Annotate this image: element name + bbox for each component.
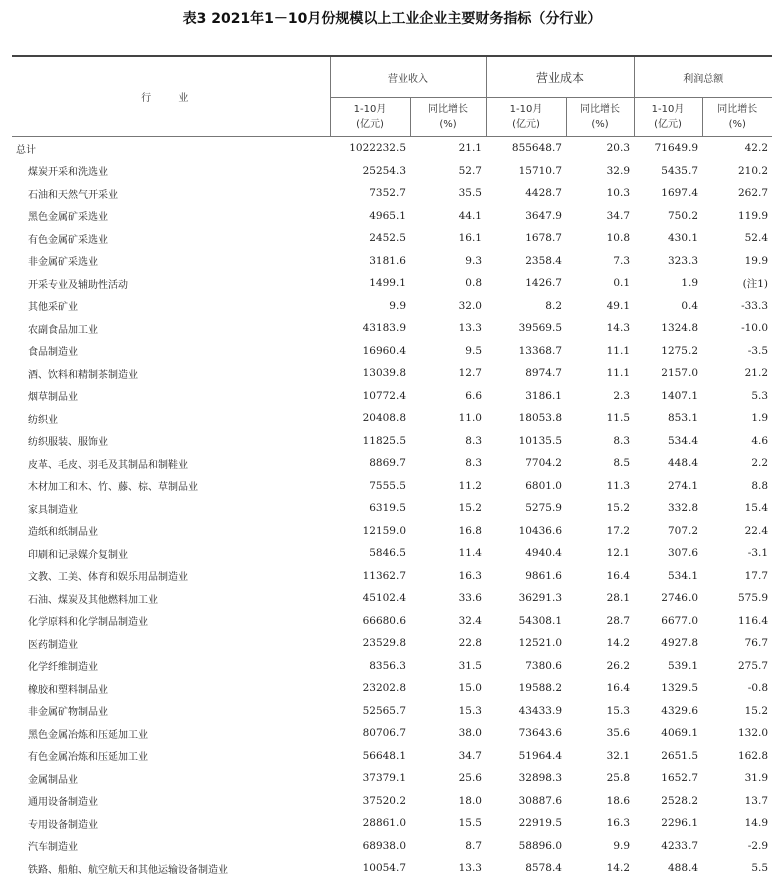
profit-growth: 42.2 <box>744 142 769 155</box>
industry-name: 造纸和纸制品业 <box>28 527 98 539</box>
revenue-value: 5846.5 <box>369 547 406 560</box>
revenue-value: 80706.7 <box>362 727 406 740</box>
revenue-growth: 8.7 <box>465 839 482 852</box>
profit-growth: 210.2 <box>737 164 769 177</box>
revenue-growth: 11.0 <box>458 412 482 425</box>
profit-growth: 52.4 <box>744 232 769 245</box>
profit-value: 1407.1 <box>661 389 699 402</box>
cost-value: 10135.5 <box>518 434 562 447</box>
revenue-growth: 12.7 <box>458 367 482 380</box>
table-row <box>12 272 772 295</box>
profit-value: 332.8 <box>667 502 699 515</box>
profit-growth: 8.8 <box>751 479 769 492</box>
profit-value: 4927.8 <box>661 637 699 650</box>
cost-growth: 9.9 <box>613 839 631 852</box>
table-row <box>12 137 772 160</box>
profit-growth: -3.5 <box>747 344 769 357</box>
revenue-growth: 15.2 <box>458 502 482 515</box>
cost-value: 39569.5 <box>518 322 562 335</box>
industry-name: 文教、工美、体育和娱乐用品制造业 <box>28 572 188 584</box>
profit-value: 853.1 <box>667 412 699 425</box>
profit-value: 2651.5 <box>661 749 699 762</box>
profit-growth: 275.7 <box>737 659 769 672</box>
cost-growth: 32.9 <box>606 164 631 177</box>
revenue-growth: 11.2 <box>458 479 482 492</box>
profit-value: 323.3 <box>667 254 699 267</box>
profit-growth: 262.7 <box>737 187 769 200</box>
industry-name: 石油和天然气开采业 <box>28 189 118 201</box>
profit-growth: 162.8 <box>737 749 769 762</box>
industry-name: 有色金属冶炼和压延加工业 <box>28 752 148 764</box>
profit-value: 4233.7 <box>661 839 699 852</box>
revenue-value: 43183.9 <box>362 322 406 335</box>
revenue-value: 68938.0 <box>362 839 406 852</box>
cost-growth: 15.3 <box>606 704 631 717</box>
profit-growth: 5.3 <box>751 389 769 402</box>
industry-name: 其他采矿业 <box>28 302 78 314</box>
profit-value: 307.6 <box>667 547 699 560</box>
profit-growth: 76.7 <box>744 637 769 650</box>
revenue-value: 56648.1 <box>362 749 406 762</box>
revenue-value: 8869.7 <box>369 457 406 470</box>
industry-name: 金属制品业 <box>28 774 78 786</box>
industry-name: 石油、煤炭及其他燃料加工业 <box>28 594 158 606</box>
profit-growth: -10.0 <box>741 322 769 335</box>
cost-value: 22919.5 <box>518 817 562 830</box>
cost-value: 8578.4 <box>525 862 562 875</box>
profit-value: 2157.0 <box>661 367 699 380</box>
industry-name: 印刷和记录媒介复制业 <box>28 549 128 561</box>
industry-name: 黑色金属冶炼和压延加工业 <box>28 729 148 741</box>
profit-growth: 4.6 <box>751 434 769 447</box>
cost-value: 12521.0 <box>518 637 562 650</box>
cost-value: 3186.1 <box>525 389 562 402</box>
profit-growth: 2.2 <box>751 457 769 470</box>
cost-value: 51964.4 <box>518 749 562 762</box>
cost-value: 2358.4 <box>525 254 562 267</box>
cost-growth: 26.2 <box>606 659 631 672</box>
industry-name: 有色金属矿采选业 <box>28 234 108 246</box>
profit-growth: 119.9 <box>737 209 769 222</box>
cost-value: 19588.2 <box>518 682 562 695</box>
profit-value: 0.4 <box>681 299 699 312</box>
table-row <box>12 610 772 633</box>
cost-value: 5275.9 <box>525 502 562 515</box>
profit-value: 1324.8 <box>661 322 699 335</box>
revenue-value: 11362.7 <box>362 569 406 582</box>
revenue-value: 13039.8 <box>362 367 406 380</box>
table-row <box>12 565 772 588</box>
profit-growth: 116.4 <box>737 614 769 627</box>
revenue-value: 37520.2 <box>362 794 406 807</box>
profit-value: 5435.7 <box>661 164 699 177</box>
industry-name: 酒、饮料和精制茶制造业 <box>28 369 138 381</box>
table-row <box>12 250 772 273</box>
cost-value: 18053.8 <box>518 412 562 425</box>
profit-growth: 132.0 <box>737 727 769 740</box>
profit-value: 6677.0 <box>661 614 699 627</box>
cost-value: 32898.3 <box>518 772 562 785</box>
cost-value: 36291.3 <box>518 592 562 605</box>
profit-growth: 575.9 <box>737 592 769 605</box>
table-row <box>12 205 772 228</box>
profit-header: 利润总额 <box>634 56 772 98</box>
cost-growth: 32.1 <box>606 749 631 762</box>
cost-growth: 10.8 <box>606 232 631 245</box>
table-row <box>12 542 772 565</box>
revenue-growth: 32.0 <box>458 299 482 312</box>
cost-growth: 28.7 <box>606 614 631 627</box>
table-row <box>12 317 772 340</box>
industry-name: 总计 <box>16 144 36 156</box>
profit-value: 1275.2 <box>661 344 699 357</box>
industry-name: 化学原料和化学制品制造业 <box>28 617 148 629</box>
cost-growth: 16.4 <box>606 682 631 695</box>
cost-value: 7704.2 <box>525 457 562 470</box>
financial-indicators-table <box>12 55 772 880</box>
industry-name: 橡胶和塑料制品业 <box>28 684 108 696</box>
table-row <box>12 497 772 520</box>
revenue-value: 25254.3 <box>362 164 406 177</box>
industry-name: 非金属矿采选业 <box>28 257 98 269</box>
revenue-value: 28861.0 <box>362 817 406 830</box>
revenue-growth: 44.1 <box>458 209 482 222</box>
cost-growth: 16.4 <box>606 569 631 582</box>
industry-name: 木材加工和木、竹、藤、棕、草制品业 <box>28 482 198 494</box>
revenue-growth: 21.1 <box>458 142 482 155</box>
revenue-period-header: 1-10月 (亿元) <box>330 98 410 137</box>
profit-value: 534.4 <box>667 434 699 447</box>
profit-value: 750.2 <box>667 209 699 222</box>
cost-growth: 14.2 <box>606 637 631 650</box>
revenue-growth: 31.5 <box>458 659 482 672</box>
revenue-growth: 16.8 <box>458 524 482 537</box>
table-row <box>12 700 772 723</box>
revenue-value: 2452.5 <box>369 232 406 245</box>
industry-name: 纺织服装、服饰业 <box>28 437 108 449</box>
revenue-growth: 13.3 <box>458 862 482 875</box>
table-row <box>12 812 772 835</box>
table-row <box>12 520 772 543</box>
cost-growth: 14.3 <box>606 322 631 335</box>
revenue-value: 23529.8 <box>362 637 406 650</box>
profit-value: 448.4 <box>667 457 699 470</box>
cost-value: 855648.7 <box>511 142 562 155</box>
profit-growth: 15.4 <box>744 502 769 515</box>
profit-growth: (注1) <box>742 277 769 290</box>
revenue-growth: 18.0 <box>458 794 482 807</box>
profit-value: 2296.1 <box>661 817 699 830</box>
cost-growth: 8.5 <box>613 457 631 470</box>
industry-name: 开采专业及辅助性活动 <box>28 279 128 291</box>
cost-growth: 18.6 <box>606 794 631 807</box>
cost-growth: 15.2 <box>606 502 631 515</box>
table-row <box>12 227 772 250</box>
cost-growth: 10.3 <box>606 187 631 200</box>
table-row <box>12 407 772 430</box>
cost-growth: 11.3 <box>606 479 631 492</box>
revenue-growth: 0.8 <box>465 277 482 290</box>
cost-value: 3647.9 <box>525 209 562 222</box>
profit-value: 1697.4 <box>661 187 699 200</box>
revenue-value: 9.9 <box>389 299 406 312</box>
industry-name: 家具制造业 <box>28 504 78 516</box>
revenue-value: 1499.1 <box>369 277 406 290</box>
table-row <box>12 745 772 768</box>
revenue-value: 12159.0 <box>362 524 406 537</box>
cost-value: 4428.7 <box>525 187 562 200</box>
revenue-growth: 8.3 <box>465 457 482 470</box>
revenue-growth: 34.7 <box>458 749 482 762</box>
revenue-growth: 13.3 <box>458 322 482 335</box>
profit-value: 1652.7 <box>661 772 699 785</box>
cost-value: 10436.6 <box>518 524 562 537</box>
industry-name: 烟草制品业 <box>28 392 78 404</box>
table-row <box>12 385 772 408</box>
table-row <box>12 295 772 318</box>
cost-value: 43433.9 <box>518 704 562 717</box>
revenue-growth: 16.1 <box>458 232 482 245</box>
revenue-growth: 32.4 <box>458 614 482 627</box>
revenue-growth: 15.0 <box>458 682 482 695</box>
profit-value: 1.9 <box>681 277 699 290</box>
profit-value: 71649.9 <box>654 142 699 155</box>
revenue-value: 20408.8 <box>362 412 406 425</box>
cost-value: 73643.6 <box>518 727 562 740</box>
revenue-value: 3181.6 <box>369 254 406 267</box>
cost-value: 13368.7 <box>518 344 562 357</box>
industry-name: 专用设备制造业 <box>28 819 98 831</box>
cost-period-header: 1-10月 (亿元) <box>486 98 566 137</box>
profit-growth: 1.9 <box>751 412 769 425</box>
profit-value: 1329.5 <box>661 682 699 695</box>
revenue-growth: 38.0 <box>458 727 482 740</box>
profit-growth: 13.7 <box>744 794 769 807</box>
table-row <box>12 340 772 363</box>
table-row <box>12 677 772 700</box>
revenue-growth: 11.4 <box>458 547 482 560</box>
industry-name: 黑色金属矿采选业 <box>28 212 108 224</box>
table-row <box>12 160 772 183</box>
revenue-value: 23202.8 <box>362 682 406 695</box>
cost-value: 9861.6 <box>525 569 562 582</box>
cost-value: 1678.7 <box>525 232 562 245</box>
cost-value: 58896.0 <box>518 839 562 852</box>
table-row <box>12 182 772 205</box>
revenue-value: 11825.5 <box>362 434 406 447</box>
revenue-growth: 15.5 <box>458 817 482 830</box>
profit-growth: -2.9 <box>747 839 769 852</box>
table-row <box>12 767 772 790</box>
industry-name: 非金属矿物制品业 <box>28 707 108 719</box>
cost-value: 54308.1 <box>518 614 562 627</box>
cost-growth: 16.3 <box>606 817 631 830</box>
cost-growth: 14.2 <box>606 862 631 875</box>
profit-value: 4069.1 <box>661 727 699 740</box>
table-title: 表3 2021年1－10月份规模以上工业企业主要财务指标（分行业） <box>182 11 602 27</box>
profit-growth: 21.2 <box>744 367 769 380</box>
cost-value: 4940.4 <box>525 547 562 560</box>
revenue-value: 7352.7 <box>369 187 406 200</box>
profit-growth: 14.9 <box>744 817 769 830</box>
profit-value: 4329.6 <box>661 704 699 717</box>
table-row <box>12 475 772 498</box>
profit-growth: 5.5 <box>751 862 769 875</box>
revenue-value: 16960.4 <box>362 344 406 357</box>
industry-name: 纺织业 <box>28 414 58 426</box>
cost-growth: 17.2 <box>606 524 631 537</box>
profit-growth: -33.3 <box>741 299 769 312</box>
profit-growth: 17.7 <box>744 569 769 582</box>
table-row <box>12 452 772 475</box>
revenue-growth: 6.6 <box>465 389 482 402</box>
cost-value: 1426.7 <box>525 277 562 290</box>
revenue-value: 10772.4 <box>362 389 406 402</box>
industry-header: 行 业 <box>12 56 330 137</box>
cost-growth: 8.3 <box>613 434 631 447</box>
revenue-value: 66680.6 <box>362 614 406 627</box>
cost-header: 营业成本 <box>486 56 634 98</box>
cost-value: 30887.6 <box>518 794 562 807</box>
table-row <box>12 632 772 655</box>
revenue-value: 7555.5 <box>369 479 406 492</box>
cost-growth: 28.1 <box>606 592 631 605</box>
cost-growth: 11.1 <box>606 344 631 357</box>
cost-value: 6801.0 <box>525 479 562 492</box>
revenue-growth: 35.5 <box>458 187 482 200</box>
cost-growth: 49.1 <box>606 299 631 312</box>
industry-name: 农副食品加工业 <box>28 324 98 336</box>
revenue-value: 10054.7 <box>362 862 406 875</box>
cost-value: 8.2 <box>545 299 562 312</box>
revenue-header: 营业收入 <box>330 56 486 98</box>
revenue-growth: 33.6 <box>458 592 482 605</box>
profit-value: 707.2 <box>667 524 699 537</box>
revenue-growth: 8.3 <box>465 434 482 447</box>
cost-growth: 7.3 <box>613 254 631 267</box>
profit-value: 488.4 <box>667 862 699 875</box>
table-row <box>12 835 772 858</box>
profit-period-header: 1-10月 (亿元) <box>634 98 702 137</box>
profit-growth: 31.9 <box>744 772 769 785</box>
revenue-growth: 22.8 <box>458 637 482 650</box>
revenue-value: 1022232.5 <box>349 142 406 155</box>
revenue-value: 52565.7 <box>362 704 406 717</box>
industry-name: 汽车制造业 <box>28 842 78 854</box>
cost-growth: 0.1 <box>613 277 631 290</box>
table-row <box>12 857 772 880</box>
cost-growth: 35.6 <box>606 727 631 740</box>
revenue-value: 37379.1 <box>362 772 406 785</box>
profit-growth: 19.9 <box>744 254 769 267</box>
cost-growth: 11.5 <box>606 412 631 425</box>
revenue-value: 4965.1 <box>369 209 406 222</box>
industry-name: 皮革、毛皮、羽毛及其制品和制鞋业 <box>28 459 188 471</box>
revenue-growth: 52.7 <box>458 164 482 177</box>
profit-value: 2528.2 <box>661 794 699 807</box>
profit-value: 274.1 <box>667 479 699 492</box>
table-body <box>12 137 772 880</box>
revenue-growth: 16.3 <box>458 569 482 582</box>
table-header <box>12 56 772 137</box>
revenue-growth: 25.6 <box>458 772 482 785</box>
revenue-value: 8356.3 <box>369 659 406 672</box>
profit-value: 2746.0 <box>661 592 699 605</box>
cost-growth: 2.3 <box>613 389 631 402</box>
cost-growth: 11.1 <box>606 367 631 380</box>
table-row <box>12 790 772 813</box>
table-row <box>12 587 772 610</box>
revenue-growth-header: 同比增长 (%) <box>410 98 486 137</box>
cost-growth: 12.1 <box>606 547 631 560</box>
cost-growth-header: 同比增长 (%) <box>566 98 634 137</box>
table-row <box>12 655 772 678</box>
cost-growth: 25.8 <box>606 772 631 785</box>
table-row <box>12 430 772 453</box>
industry-name: 铁路、船舶、航空航天和其他运输设备制造业 <box>28 864 228 876</box>
cost-value: 15710.7 <box>518 164 562 177</box>
profit-growth: -0.8 <box>747 682 769 695</box>
revenue-growth: 9.5 <box>465 344 482 357</box>
industry-name: 食品制造业 <box>28 347 78 359</box>
revenue-value: 6319.5 <box>369 502 406 515</box>
cost-growth: 20.3 <box>606 142 631 155</box>
cost-growth: 34.7 <box>606 209 631 222</box>
profit-growth: 22.4 <box>744 524 769 537</box>
profit-growth: 15.2 <box>744 704 769 717</box>
profit-growth: -3.1 <box>747 547 769 560</box>
industry-name: 煤炭开采和洗选业 <box>28 167 108 179</box>
revenue-growth: 15.3 <box>458 704 482 717</box>
revenue-growth: 9.3 <box>465 254 482 267</box>
table-row <box>12 722 772 745</box>
cost-value: 7380.6 <box>525 659 562 672</box>
table-row <box>12 362 772 385</box>
industry-name: 医药制造业 <box>28 639 78 651</box>
industry-name: 化学纤维制造业 <box>28 662 98 674</box>
revenue-value: 45102.4 <box>362 592 406 605</box>
profit-value: 430.1 <box>667 232 699 245</box>
industry-name: 通用设备制造业 <box>28 797 98 809</box>
profit-value: 539.1 <box>667 659 699 672</box>
profit-value: 534.1 <box>667 569 699 582</box>
cost-value: 8974.7 <box>525 367 562 380</box>
profit-growth-header: 同比增长 (%) <box>702 98 772 137</box>
